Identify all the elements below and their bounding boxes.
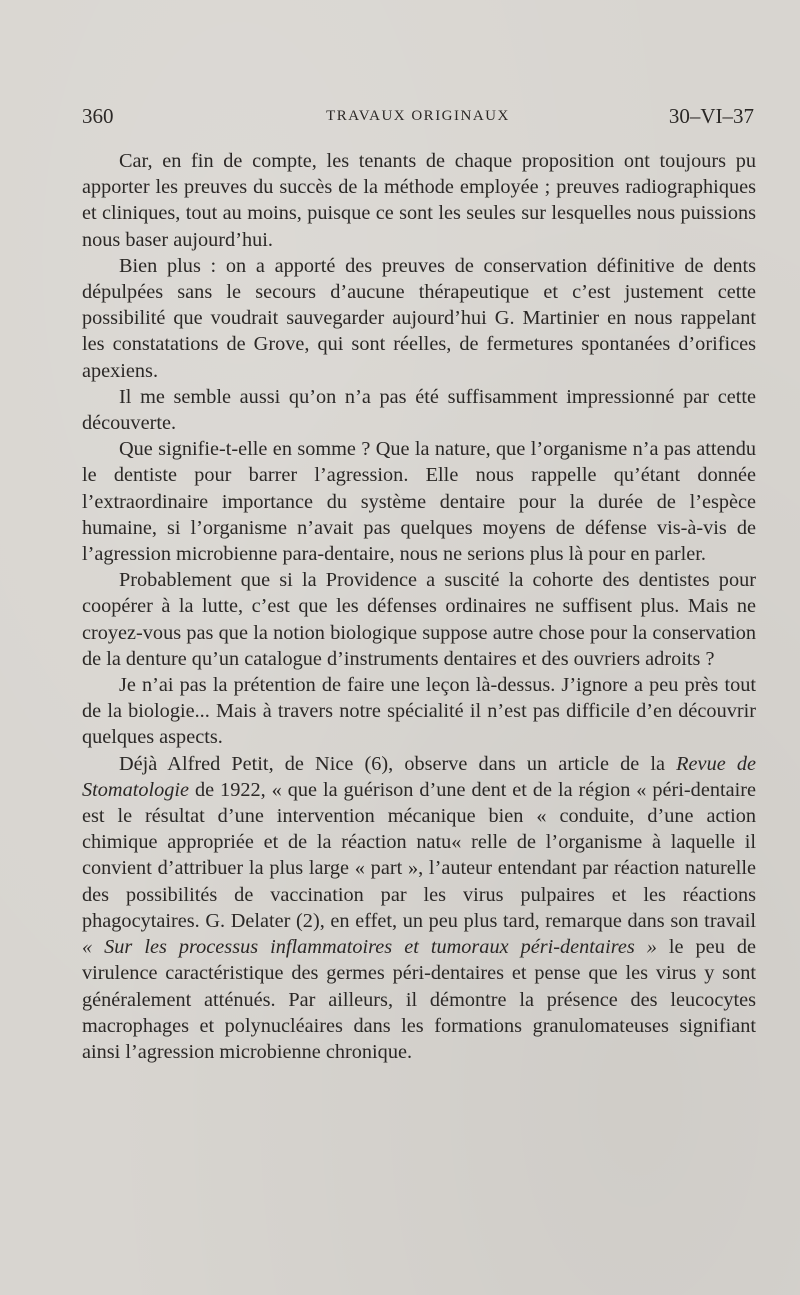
issue-date: 30–VI–37 <box>668 104 754 128</box>
paragraph: Je n’ai pas la prétention de faire une leçon là-dessus. J’ignore a peu près tout de la biologie... Mais à travers notre spécialité il n’est pas difficile d’en découvrir quelques aspects. <box>82 674 756 749</box>
paragraph: Probablement que si la Providence a suscité la cohorte des dentistes pour coopérer à la lutte, c’est que les défenses ordinaires ne suffisent plus. Mais ne croyez-vous pas que la notion biologique suppose autre chose pour la conservation de la denture qu’un catalogue d’instruments dentaires et des ouvriers adroits ? <box>82 569 756 670</box>
paragraph-text: de 1922, « que la guérison d’une dent et de la région « péri-dentaire est le résultat d’une intervention mécanique bien « conduite, d’une action chimique appropriée et de la réaction natu« relle de l’organisme à laquelle il convient d’attribuer la plus large « part », l’auteur entendant par réaction naturelle des possibilités de vaccination par les virus pulpaires et les réactions phagocytaires. G. Delater (2), en effet, un peu plus tard, remarque dans son travail <box>82 778 756 932</box>
work-title: « Sur les processus inflammatoires et tumoraux péri-dentaires » <box>82 936 657 959</box>
paragraph-text: Déjà Alfred Petit, de Nice (6), observe dans un article de la <box>119 752 677 775</box>
paragraph: Bien plus : on a apporté des preuves de conservation définitive de dents dépulpées sans le secours d’aucune thérapeutique et c’est justement cette possibilité que voudrait sauvegarder aujourd’hui G. Martinier en nous rappelant les constatations de Grove, qui sont réelles, de fermetures spontanées d’orifices apexiens. <box>82 254 756 382</box>
paragraph-text: le peu de virulence caractéristique des germes péri-dentaires et pense que les virus y sont généralement atténués. Par ailleurs, il démontre la présence des leucocytes macrophages et polynucléaires dans les formations granulomateuses signifiant ainsi l’agression microbienne chronique. <box>82 936 756 1063</box>
page-number: 360 <box>82 104 114 128</box>
journal-title: Revue de Stomatologie <box>82 752 756 801</box>
paragraph: Car, en fin de compte, les tenants de chaque proposition ont toujours pu apporter les preuves du succès de la méthode employée ; preuves radiographiques et cliniques, tout au moins, puisque ce sont les seules sur lesquelles nous puissions nous baser aujourd’hui. <box>82 150 756 251</box>
article-body <box>82 148 756 1065</box>
running-title: TRAVAUX ORIGINAUX <box>326 108 510 124</box>
paragraph <box>82 751 756 1065</box>
paragraph: Que signifie-t-elle en somme ? Que la nature, que l’organisme n’a pas attendu le dentiste pour barrer l’agression. Elle nous rappelle qu’étant donnée l’extraordinaire importance du système dentaire pour la durée de l’espèce humaine, si l’organisme n’avait pas quelques moyens de défense vis-à-vis de l’agression microbienne para-dentaire, nous ne serions plus là pour en parler. <box>82 438 756 566</box>
running-head <box>82 104 754 134</box>
paragraph: Il me semble aussi qu’on n’a pas été suffisamment impressionné par cette découverte. <box>82 385 756 435</box>
